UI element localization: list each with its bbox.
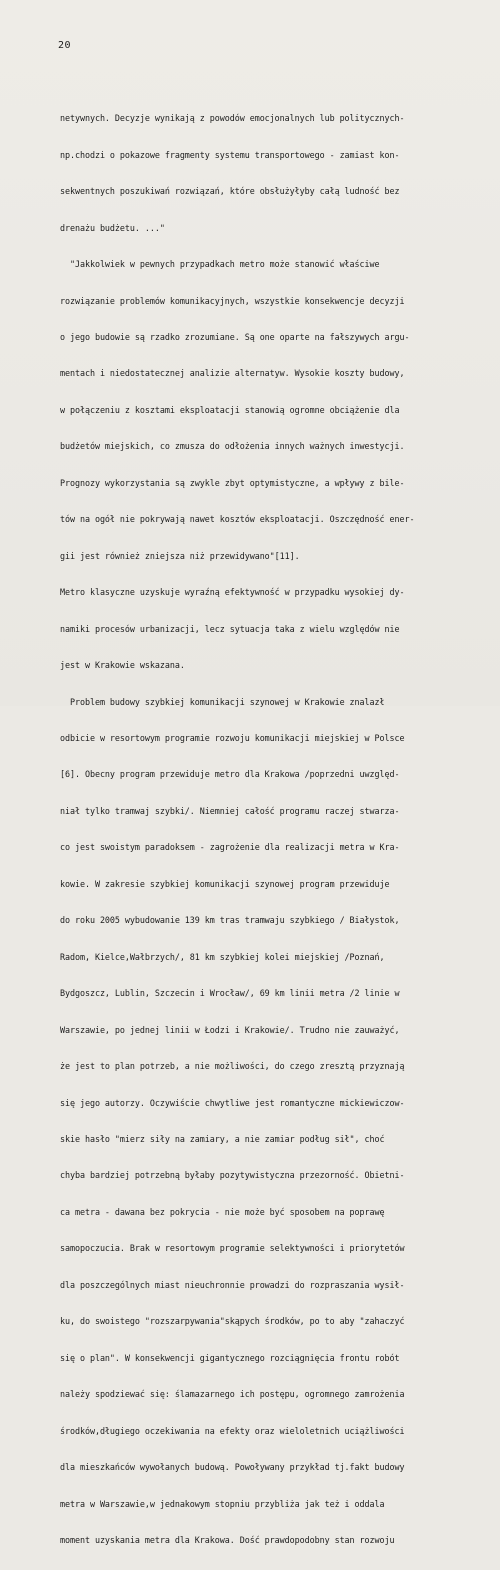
text-line: "Jakkolwiek w pewnych przypadkach metro może stanowić właściwe [60, 259, 380, 270]
text-line: gii jest również zniejsza niż przewidywano"[11]. [60, 550, 300, 561]
text-line: rozwiązanie problemów komunikacyjnych, wszystkie konsekwencje decyzji [60, 295, 405, 306]
text-line: Problem budowy szybkiej komunikacji szynowej w Krakowie znalazł [60, 696, 385, 707]
text-line: dla mieszkańców wywołanych budową. Powoływany przykład tj.fakt budowy [60, 1462, 405, 1473]
text-line: ku, do swoistego "rozszarpywania"skąpych środków, po to aby "zahaczyć [60, 1316, 405, 1327]
text-line: mentach i niedostatecznej analizie alternatyw. Wysokie koszty budowy, [60, 368, 405, 379]
text-line: że jest to plan potrzeb, a nie możliwości, do czego zresztą przyznają [60, 1061, 405, 1072]
text-line: sekwentnych poszukiwań rozwiązań, które obsłużyłyby całą ludność bez [60, 186, 400, 197]
text-line: tów na ogół nie pokrywają nawet kosztów eksploatacji. Oszczędność ener- [60, 514, 415, 525]
text-line: w połączeniu z kosztami eksploatacji stanowią ogromne obciążenie dla [60, 404, 400, 415]
text-line: o jego budowie są rzadko zrozumiane. Są one oparte na fałszywych argu- [60, 332, 410, 343]
text-line: do roku 2005 wybudowanie 139 km tras tramwaju szybkiego / Białystok, [60, 915, 400, 926]
text-line: skie hasło "mierz siły na zamiary, a nie zamiar podług sił", choć [60, 1134, 385, 1144]
text-line: samopoczucia. Brak w resortowym programie selektywności i priorytetów [60, 1243, 405, 1254]
text-line: jest w Krakowie wskazana. [60, 660, 185, 671]
text-line: np.chodzi o pokazowe fragmenty systemu transportowego - zamiast kon- [60, 149, 400, 160]
text-line: Bydgoszcz, Lublin, Szczecin i Wrocław/, 69 km linii metra /2 linie w [60, 988, 400, 999]
text-line: co jest swoistym paradoksem - zagrożenie dla realizacji metra w Kra- [60, 842, 400, 853]
text-line: ca metra - dawana bez pokrycia - nie może być sposobem na poprawę [60, 1206, 385, 1217]
text-line: Metro klasyczne uzyskuje wyraźną efektywność w przypadku wysokiej dy- [60, 587, 405, 598]
text-line: dla poszczególnych miast nieuchronnie prowadzi do rozpraszania wysił- [60, 1279, 405, 1290]
text-line: kowie. W zakresie szybkiej komunikacji szynowej program przewiduje [60, 878, 390, 889]
body-text [60, 88, 455, 1570]
text-line: metra w Warszawie,w jednakowym stopniu przybliża jak też i oddala [60, 1498, 385, 1509]
text-line: drenażu budżetu. ..." [60, 222, 165, 233]
text-line: budżetów miejskich, co zmusza do odłożenia innych ważnych inwestycji. [60, 441, 405, 452]
text-line: namiki procesów urbanizacji, lecz sytuacja taka z wielu względów nie [60, 623, 400, 634]
text-line: należy spodziewać się: ślamazarnego ich postępu, ogromnego zamrożenia [60, 1389, 405, 1400]
page-number: 20 [58, 40, 72, 51]
text-line: środków,długiego oczekiwania na efekty oraz wieloletnich uciążliwości [60, 1425, 405, 1436]
text-line: [6]. Obecny program przewiduje metro dla Krakowa /poprzedni uwzględ- [60, 769, 400, 780]
text-line: chyba bardziej potrzebną byłaby pozytywistyczna przezorność. Obietni- [60, 1170, 405, 1181]
text-line: się o plan". W konsekwencji gigantycznego rozciągnięcia frontu robót [60, 1352, 400, 1363]
text-line: Radom, Kielce,Wałbrzych/, 81 km szybkiej kolei miejskiej /Poznań, [60, 951, 385, 962]
text-line: moment uzyskania metra dla Krakowa. Dość prawdopodobny stan rozwoju [60, 1534, 395, 1545]
text-line: Prognozy wykorzystania są zwykle zbyt optymistyczne, a wpływy z bile- [60, 477, 405, 488]
text-line: netywnych. Decyzje wynikają z powodów emocjonalnych lub politycznych- [60, 113, 405, 124]
text-line: się jego autorzy. Oczywiście chwytliwe jest romantyczne mickiewiczow- [60, 1097, 405, 1108]
text-line: Warszawie, po jednej linii w Łodzi i Krakowie/. Trudno nie zauważyć, [60, 1024, 400, 1035]
text-line: niał tylko tramwaj szybki/. Niemniej całość programu raczej stwarza- [60, 805, 400, 816]
text-line: odbicie w resortowym programie rozwoju komunikacji miejskiej w Polsce [60, 733, 405, 744]
